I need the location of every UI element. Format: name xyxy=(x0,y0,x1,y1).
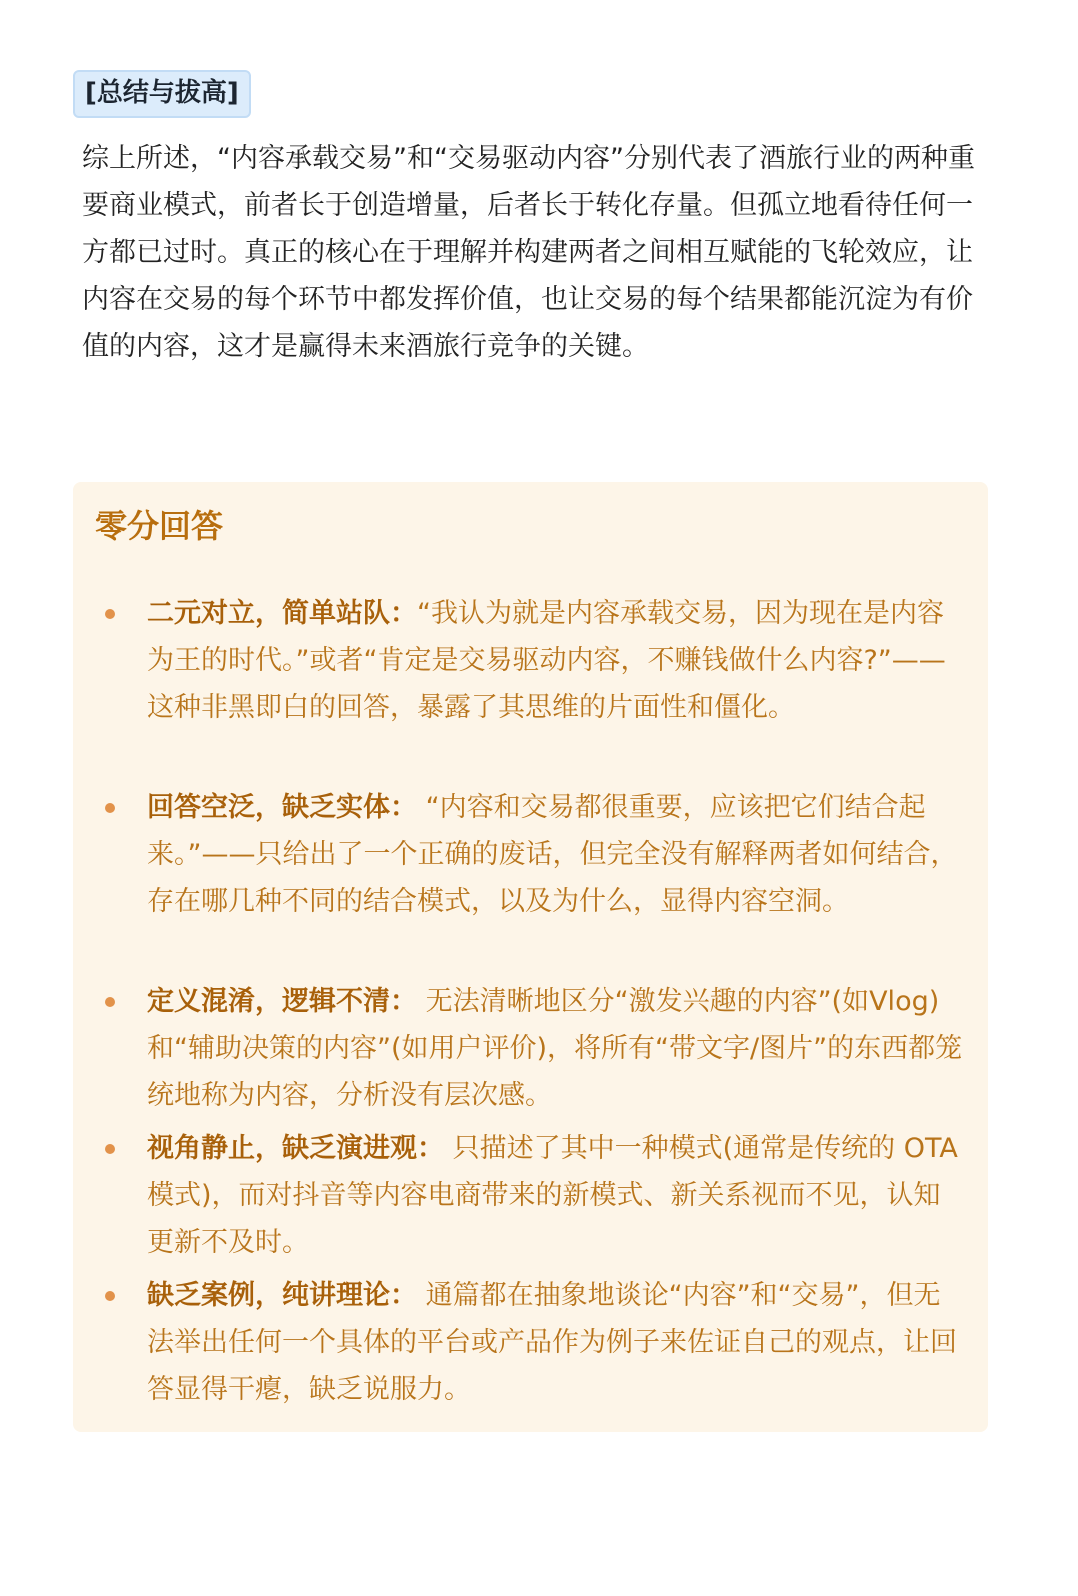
bullet-icon xyxy=(105,997,115,1007)
summary-paragraph: 综上所述，“内容承载交易”和“交易驱动内容”分别代表了酒旅行业的两种重要商业模式，前者长于创造增量，后者长于转化存量。但孤立地看待任何一方都已过时。真正的核心在于理解并构建两者之间相互赋能的飞轮效应，让内容在交易的每个环节中都发挥价值，也让交易的每个结果都能沉淀为有价值的内容，这才是赢得未来酒旅行竞争的关键。 xyxy=(82,143,975,362)
list-item xyxy=(147,1272,967,1413)
list-item xyxy=(147,978,967,1119)
item-text: 无法清晰地区分“激发兴趣的内容”(如Vlog)和“辅助决策的内容”(如用户评价)，将所有“带文字/图片”的东西都笼统地称为内容，分析没有层次感。 xyxy=(147,986,963,1111)
item-text: 只描述了其中一种模式(通常是传统的 OTA 模式)，而对抖音等内容电商带来的新模式、新关系视而不见，认知更新不及时。 xyxy=(147,1133,958,1258)
item-lead: 缺乏案例，纯讲理论： xyxy=(147,1280,417,1311)
bullet-icon xyxy=(105,609,115,619)
bullet-icon xyxy=(105,803,115,813)
item-lead: 定义混淆，逻辑不清： xyxy=(147,986,417,1017)
bullet-icon xyxy=(105,1291,115,1301)
item-lead: 二元对立，简单站队： xyxy=(147,598,417,629)
list-item xyxy=(147,784,967,925)
item-text: 通篇都在抽象地谈论“内容”和“交易”，但无法举出任何一个具体的平台或产品作为例子来佐证自己的观点，让回答显得干瘪，缺乏说服力。 xyxy=(147,1280,957,1405)
list-item xyxy=(147,1125,967,1266)
zero-answer-box xyxy=(73,482,988,1432)
item-lead: 视角静止，缺乏演进观： xyxy=(147,1133,444,1164)
list-item xyxy=(147,590,967,731)
item-text: “内容和交易都很重要，应该把它们结合起来。”——只给出了一个正确的废话，但完全没有解释两者如何结合，存在哪几种不同的结合模式，以及为什么，显得内容空洞。 xyxy=(147,792,958,917)
zero-answer-title: 零分回答 xyxy=(95,507,224,545)
section-tag: [总结与拔高] xyxy=(73,70,251,118)
item-lead: 回答空泛，缺乏实体： xyxy=(147,792,417,823)
bullet-icon xyxy=(105,1144,115,1154)
item-text: “我认为就是内容承载交易，因为现在是内容为王的时代。”或者“肯定是交易驱动内容，不赚钱做什么内容?”——这种非黑即白的回答，暴露了其思维的片面性和僵化。 xyxy=(147,598,946,723)
